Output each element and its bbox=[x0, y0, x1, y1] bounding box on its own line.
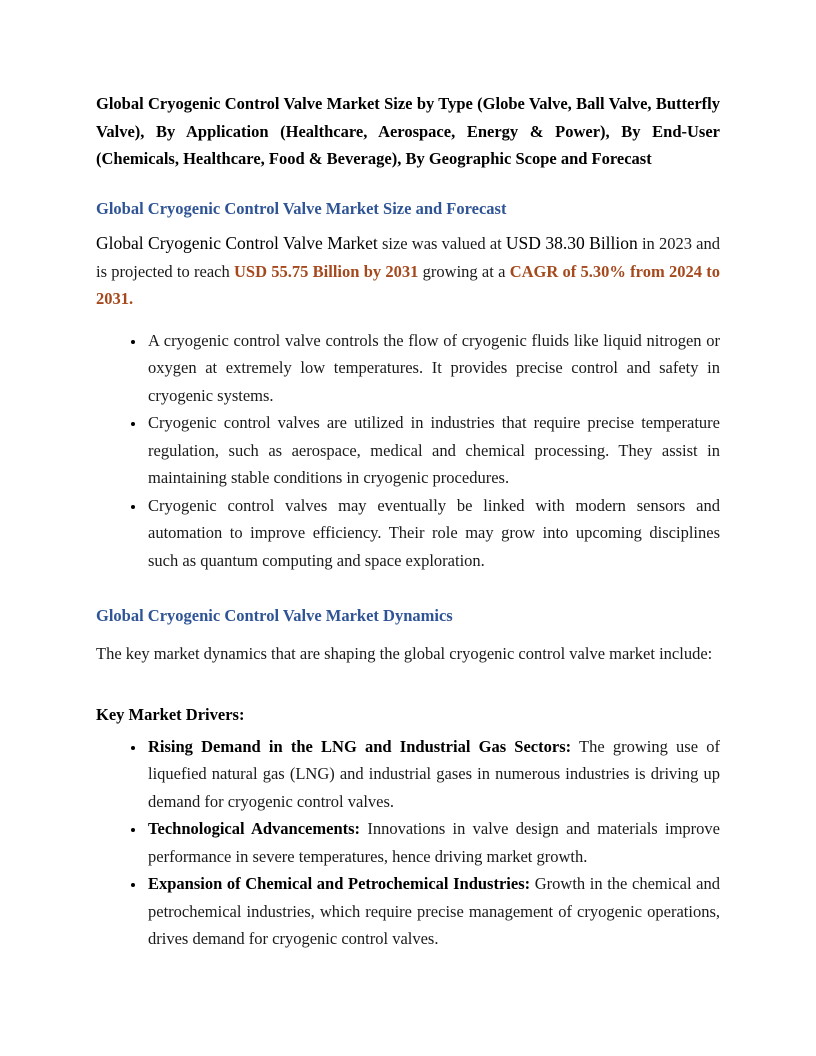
intro-segment-2: in 2023 and is projected to reach bbox=[96, 234, 720, 281]
driver-body-text: Innovations in valve design and materials improve performance in severe temperatures, hence driving market growth. bbox=[148, 819, 720, 866]
driver-lead-text: Technological Advancements: bbox=[148, 819, 361, 838]
market-size-paragraph bbox=[96, 230, 720, 313]
dynamics-intro-paragraph: The key market dynamics that are shaping the global cryogenic control valve market include: bbox=[96, 643, 713, 663]
driver-lead-text: Expansion of Chemical and Petrochemical Industries: bbox=[148, 874, 531, 893]
list-item: • Cryogenic control valves may eventually be linked with modern sensors and automation to improve efficiency. Their role may grow into upcoming disciplines such as quantum computing and space exploration. bbox=[146, 492, 720, 575]
valuation-2023-text: USD 38.30 Billion bbox=[505, 233, 638, 253]
list-item: • A cryogenic control valve controls the flow of cryogenic fluids like liquid nitrogen or oxygen at extremely low temperatures. It provides precise control and safety in cryogenic systems. bbox=[146, 327, 720, 410]
list-item bbox=[146, 733, 720, 816]
forecast-bullet-list bbox=[96, 327, 720, 575]
section-heading-dynamics: Global Cryogenic Control Valve Market Dynamics bbox=[96, 606, 453, 625]
cagr-text: CAGR of 5.30% from 2024 to 2031. bbox=[96, 261, 720, 308]
list-item bbox=[146, 815, 720, 870]
list-item bbox=[146, 870, 720, 953]
projection-2031-text: USD 55.75 Billion by 2031 bbox=[234, 261, 419, 281]
driver-body-text: Growth in the chemical and petrochemical industries, which require precise management of cryogenic operations, drives demand for cryogenic control valves. bbox=[148, 874, 720, 948]
drivers-bullet-list bbox=[96, 733, 720, 953]
key-market-drivers-heading: Key Market Drivers: bbox=[96, 705, 245, 724]
driver-lead-text: Rising Demand in the LNG and Industrial Gas Sectors: bbox=[148, 736, 572, 756]
market-name-text: Global Cryogenic Control Valve Market bbox=[96, 233, 378, 253]
list-item: • Cryogenic control valves are utilized in industries that require precise temperature regulation, such as aerospace, medical and chemical processing. They assist in maintaining stable conditions in cryogenic procedures. bbox=[146, 409, 720, 492]
document-title: Global Cryogenic Control Valve Market Size by Type (Globe Valve, Ball Valve, Butterfly Valve), By Application (Healthcare, Aerospace, Energy & Power), By End-User (Chemicals, Healthcare, Food & Beverage), By Geographic Scope and Forecast bbox=[96, 94, 720, 168]
intro-segment-1: size was valued at bbox=[377, 234, 506, 253]
intro-segment-3: growing at a bbox=[418, 261, 510, 281]
driver-body-text: The growing use of liquefied natural gas (LNG) and industrial gases in numerous industries is driving up demand for cryogenic control valves. bbox=[148, 736, 720, 811]
section-heading-forecast: Global Cryogenic Control Valve Market Size and Forecast bbox=[96, 198, 507, 218]
